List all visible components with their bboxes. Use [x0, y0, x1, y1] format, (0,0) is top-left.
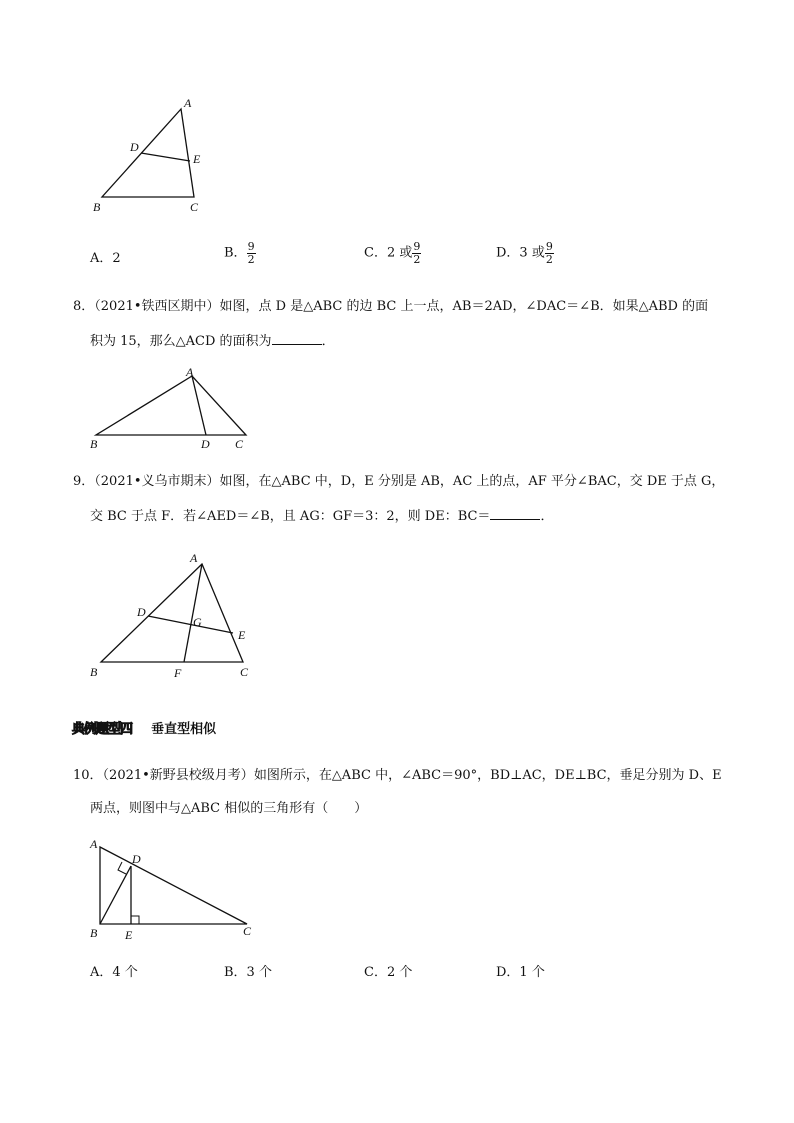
question-text: 如图，点 D 是△ABC 的边 BC 上一点，AB＝2AD，∠DAC＝∠B．如果△ABD 的面 [219, 299, 709, 314]
label-a: A [90, 837, 98, 851]
q7-option-b [224, 241, 256, 266]
q7-option-c-prefix: C．2 或 [364, 245, 413, 261]
q8-line-2 [90, 331, 335, 351]
fraction [412, 241, 421, 266]
label-c: C [190, 200, 199, 214]
q8-line-1 [73, 298, 708, 316]
question-number: 8． [73, 299, 95, 314]
label-c: C [243, 924, 252, 938]
fraction [545, 241, 554, 266]
triangle-abc [100, 847, 247, 924]
q7-option-d-prefix: D．3 或 [496, 245, 545, 261]
label-a: A [184, 96, 192, 110]
fraction-denominator: 2 [413, 253, 421, 266]
label-e: E [238, 628, 246, 642]
label-b: B [90, 437, 98, 451]
figure-q9-triangle [85, 548, 270, 683]
right-angle-mark-d [118, 862, 126, 874]
q10-line-2: 两点，则图中与△ABC 相似的三角形有（ ） [90, 801, 368, 816]
section-header [72, 718, 216, 737]
q7-option-a: A．2 [90, 251, 121, 266]
question-source: （2021•新野县校级月考） [102, 768, 254, 783]
question-text-end: ． [321, 334, 335, 349]
q10-line-1 [73, 767, 722, 785]
question-text-end: ． [540, 509, 554, 524]
q7-option-b-prefix: B． [224, 245, 247, 261]
label-d: D [130, 140, 139, 154]
fraction-numerator: 9 [413, 240, 421, 253]
q10-option-a: A．4 个 [90, 965, 138, 980]
label-f: F [174, 666, 182, 680]
label-c: C [240, 665, 249, 679]
question-number: 9． [73, 474, 95, 489]
fraction-denominator: 2 [247, 253, 255, 266]
section-tag: 典例题型四 [72, 718, 132, 737]
question-source: （2021•铁西区期中） [94, 299, 220, 314]
triangle-abc [101, 564, 243, 662]
question-text: 如图所示，在△ABC 中，∠ABC＝90°，BD⊥AC，DE⊥BC，垂足分别为 D、E [253, 768, 722, 783]
label-d: D [132, 852, 141, 866]
triangle-abc [96, 376, 246, 435]
answer-blank[interactable] [490, 506, 540, 520]
question-number: 10． [73, 768, 103, 783]
figure-q7-triangle [80, 95, 220, 220]
q10-option-d: D．1 个 [496, 965, 545, 980]
q9-line-1 [73, 473, 724, 491]
segment-bd [100, 866, 131, 924]
fraction-numerator: 9 [247, 240, 255, 253]
question-source: （2021•义乌市期末） [94, 474, 220, 489]
label-e: E [193, 152, 201, 166]
label-b: B [90, 926, 98, 940]
q10-option-c: C．2 个 [364, 965, 413, 980]
q9-line-2 [90, 506, 553, 526]
answer-blank[interactable] [272, 331, 322, 345]
label-a: A [186, 365, 194, 379]
question-text: 如图，在△ABC 中，D，E 分别是 AB，AC 上的点，AF 平分∠BAC，交 DE 于点 G， [219, 474, 725, 489]
label-d: D [201, 437, 210, 451]
right-angle-mark-e [131, 916, 139, 924]
segment-ad [192, 376, 206, 435]
triangle-abc [102, 109, 194, 197]
fraction-numerator: 9 [545, 240, 553, 253]
label-d: D [137, 605, 146, 619]
figure-q10-right-triangle [85, 835, 265, 945]
fraction-denominator: 2 [545, 253, 553, 266]
q7-option-c [364, 241, 421, 266]
label-e: E [125, 928, 133, 942]
section-title: 垂直型相似 [151, 722, 217, 737]
label-c: C [235, 437, 244, 451]
segment-de [141, 153, 190, 161]
label-a: A [190, 551, 198, 565]
fraction [247, 241, 256, 266]
q10-option-b: B．3 个 [224, 965, 272, 980]
label-b: B [90, 665, 98, 679]
label-b: B [93, 200, 101, 214]
label-g: G [193, 615, 202, 629]
figure-q8-triangle [82, 364, 262, 454]
question-text: 积为 15，那么△ACD 的面积为 [90, 334, 272, 349]
question-text: 交 BC 于点 F．若∠AED＝∠B，且 AG：GF＝3：2，则 DE：BC＝ [90, 509, 491, 524]
q7-option-d [496, 241, 554, 266]
